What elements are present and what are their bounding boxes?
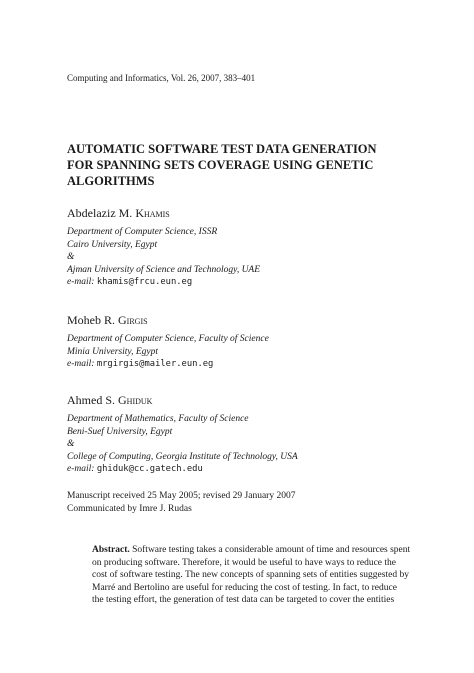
abstract-line: cost of software testing. The new concepts of spanning sets of entities suggested by	[92, 570, 409, 581]
title-line: FOR SPANNING SETS COVERAGE USING GENETIC	[67, 158, 374, 172]
abstract: Abstract. Software testing takes a considerable amount of time and resources spent on producing software. Therefore, it would be useful to have ways to reduce the cost of software testing. The new concepts of spanning sets of entities suggested by Marré and Bertolino are useful for reducing the cost of testing. In fact, to reduce the testing effort, the generation of test data can be targeted to cover the entities	[92, 545, 411, 606]
abstract-label: Abstract.	[92, 545, 130, 555]
author-affiliation: Department of Computer Science, ISSR Cairo University, Egypt & Ajman University of Science and Technology, UAE e-mail: khamis@frcu.eun.eg	[67, 227, 261, 287]
manuscript-info: Manuscript received 25 May 2005; revised 29 January 2007 Communicated by Imre J. Rudas	[67, 491, 296, 514]
author-email: e-mail: khamis@frcu.eun.eg	[67, 277, 193, 287]
author-affiliation: Department of Mathematics, Faculty of Science Beni-Suef University, Egypt & College of Computing, Georgia Institute of Technology, USA e-mail: ghiduk@cc.gatech.edu	[67, 414, 298, 474]
journal-header: Computing and Informatics, Vol. 26, 2007, 383–401	[67, 73, 256, 83]
author-email: e-mail: mrgirgis@mailer.eun.eg	[67, 359, 214, 369]
author-email: e-mail: ghiduk@cc.gatech.edu	[67, 464, 203, 474]
abstract-line: the testing effort, the generation of test data can be targeted to cover the entities	[92, 595, 395, 606]
author-affiliation: Department of Computer Science, Faculty of Science Minia University, Egypt e-mail: mrgirgis@mailer.eun.eg	[67, 334, 269, 369]
abstract-line: on producing software. Therefore, it would be useful to have ways to reduce the	[92, 557, 396, 568]
author-name: Abdelaziz M. Khamis	[67, 206, 170, 220]
abstract-line: Marré and Bertolino are useful for reducing the cost of testing. In fact, to reduce	[92, 582, 397, 593]
title-line: ALGORITHMS	[67, 174, 155, 188]
paper-title	[67, 141, 427, 189]
author-name: Ahmed S. Ghiduk	[67, 393, 153, 407]
author-name: Moheb R. Girgis	[67, 313, 148, 327]
title-line: AUTOMATIC SOFTWARE TEST DATA GENERATION	[67, 142, 377, 156]
